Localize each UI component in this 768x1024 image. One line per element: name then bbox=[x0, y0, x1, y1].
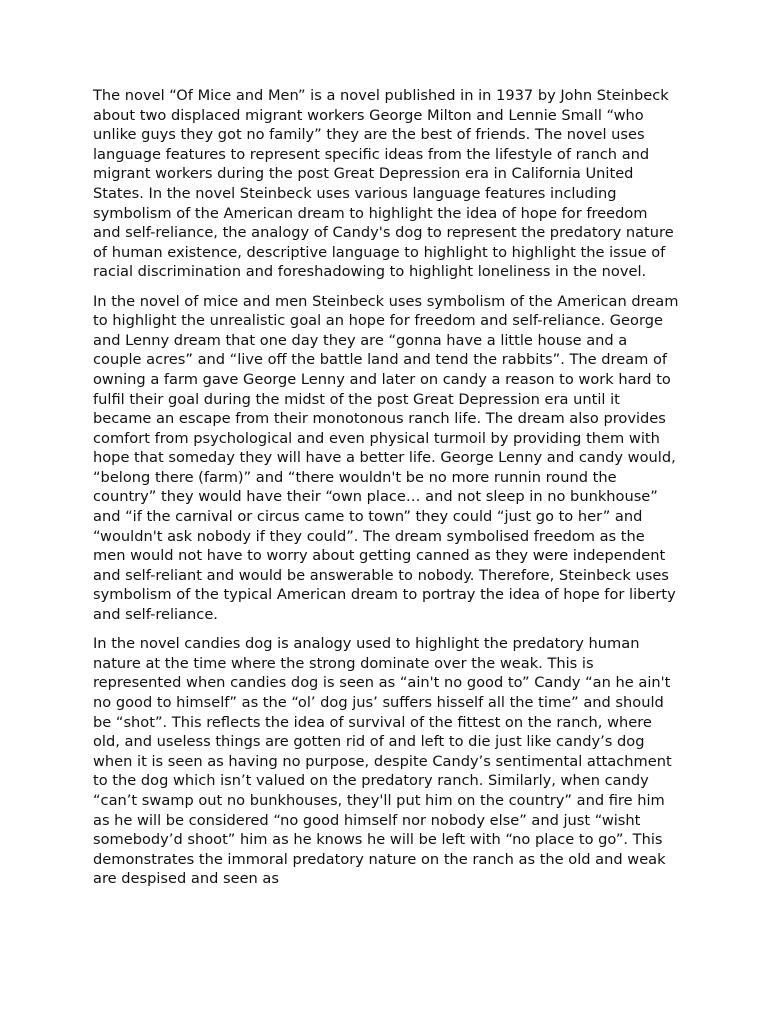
paragraph-candys-dog: In the novel candies dog is analogy used to highlight the predatory human nature at the time where the strong dominate over the weak. This is represented when candies dog is seen as “ain't no good to” Candy “an he ain't no good to himself” as the “ol’ dog jus’ suffers hisself all the time” and should be “shot”. This reflects the idea of survival of the fittest on the ranch, where old, and useless things are gotten rid of and left to die just like candy’s dog when it is seen as having no purpose, despite Candy’s sentimental attachment to the dog which isn’t valued on the predatory ranch. Similarly, when candy “can’t swamp out no bunkhouses, they'll put him on the country” and fire him as he will be considered “no good himself nor nobody else” and just “wisht somebody’d shoot” him as he knows he will be left with “no place to go”. This demonstrates the immoral predatory nature on the ranch as the old and weak are despised and seen as bbox=[93, 635, 672, 888]
paragraph-american-dream: In the novel of mice and men Steinbeck uses symbolism of the American dream to highlight the unrealistic goal an hope for freedom and self-reliance. George and Lenny dream that one day they are “gonna have a little house and a couple acres” and “live off the battle land and tend the rabbits”. The dream of owning a farm gave George Lenny and later on candy a reason to work hard to fulfil their goal during the midst of the post Great Depression era until it became an escape from their monotonous ranch life. The dream also provides comfort from psychological and even physical turmoil by providing them with hope that someday they will have a better life. George Lenny and candy would, “belong there (farm)” and “there wouldn't be no more runnin round the country” they would have their “own place… and not sleep in no bunkhouse” and “if the carnival or circus came to town” they could “just go to her” and “wouldn't ask nobody if they could”. The dream symbolised freedom as the men would not have to worry about getting canned as they were independent and self-reliant and would be answerable to nobody. Therefore, Steinbeck uses symbolism of the typical American dream to portray the idea of hope for liberty and self-reliance. bbox=[93, 292, 679, 624]
document-body bbox=[93, 86, 679, 899]
paragraph-intro: The novel “Of Mice and Men” is a novel published in in 1937 by John Steinbeck about two displaced migrant workers George Milton and Lennie Small “who unlike guys they got no family” they are the best of friends. The novel uses language features to represent specific ideas from the lifestyle of ranch and migrant workers during the post Great Depression era in California United States. In the novel Steinbeck uses various language features including symbolism of the American dream to highlight the idea of hope for freedom and self-reliance, the analogy of Candy's dog to represent the predatory nature of human existence, descriptive language to highlight to highlight the issue of racial discrimination and foreshadowing to highlight loneliness in the novel. bbox=[93, 87, 674, 281]
